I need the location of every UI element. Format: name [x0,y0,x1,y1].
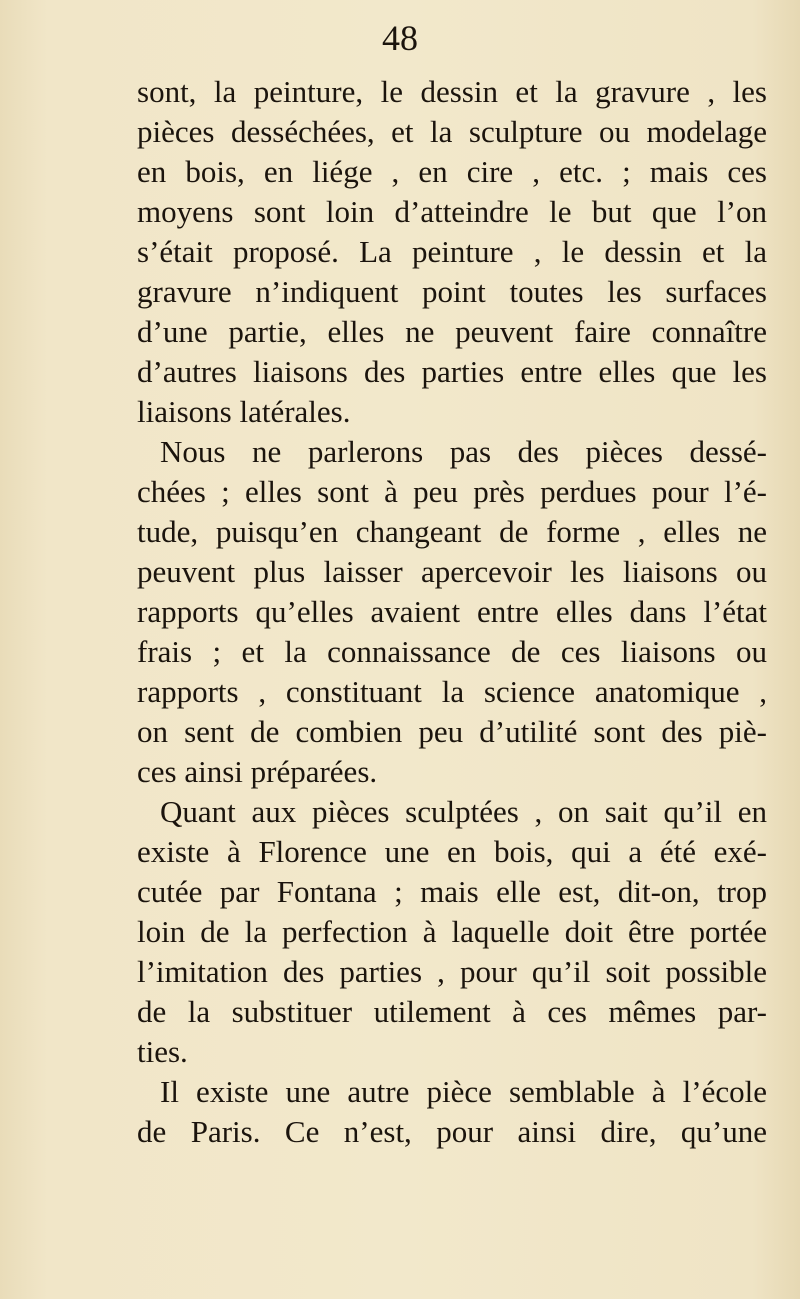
text-line: loin de la perfection à laquelle doit être portée [137,914,767,949]
text-line: frais ; et la connaissance de ces liaisons ou [137,634,767,669]
text-line: en bois, en liége , en cire , etc. ; mais ces [137,154,767,189]
text-line: rapports , constituant la science anatomique , [137,674,767,709]
text-line: de la substituer utilement à ces mêmes par- [137,994,767,1029]
text-line: peuvent plus laisser apercevoir les liaisons ou [137,554,767,589]
text-line: tude, puisqu’en changeant de forme , elles ne [137,514,767,549]
text-line: ties. [137,1034,188,1069]
text-line: on sent de combien peu d’utilité sont des piè- [137,714,767,749]
text-line: cutée par Fontana ; mais elle est, dit-on, trop [137,874,767,909]
text-line: d’une partie, elles ne peuvent faire connaître [137,314,767,349]
text-line: rapports qu’elles avaient entre elles dans l’état [137,594,767,629]
text-line: de Paris. Ce n’est, pour ainsi dire, qu’une [137,1114,767,1149]
text-line: Quant aux pièces sculptées , on sait qu’il en [160,794,767,829]
text-line: liaisons latérales. [137,394,351,429]
page-number: 48 [382,18,418,58]
text-line: Nous ne parlerons pas des pièces dessé- [160,434,767,469]
text-line: Il existe une autre pièce semblable à l’école [160,1074,767,1109]
text-line: existe à Florence une en bois, qui a été exé- [137,834,767,869]
text-line: chées ; elles sont à peu près perdues pour l’é- [137,474,767,509]
text-line: ces ainsi préparées. [137,754,378,789]
text-line: l’imitation des parties , pour qu’il soit possible [137,954,767,989]
text-line: d’autres liaisons des parties entre elles que les [137,354,767,389]
text-line: pièces desséchées, et la sculpture ou modelage [137,114,767,149]
text-line: moyens sont loin d’atteindre le but que l’on [137,194,767,229]
text-line: s’était proposé. La peinture , le dessin et la [137,234,767,269]
text-line: sont, la peinture, le dessin et la gravure , les [137,74,767,109]
text-line: gravure n’indiquent point toutes les surfaces [137,274,767,309]
